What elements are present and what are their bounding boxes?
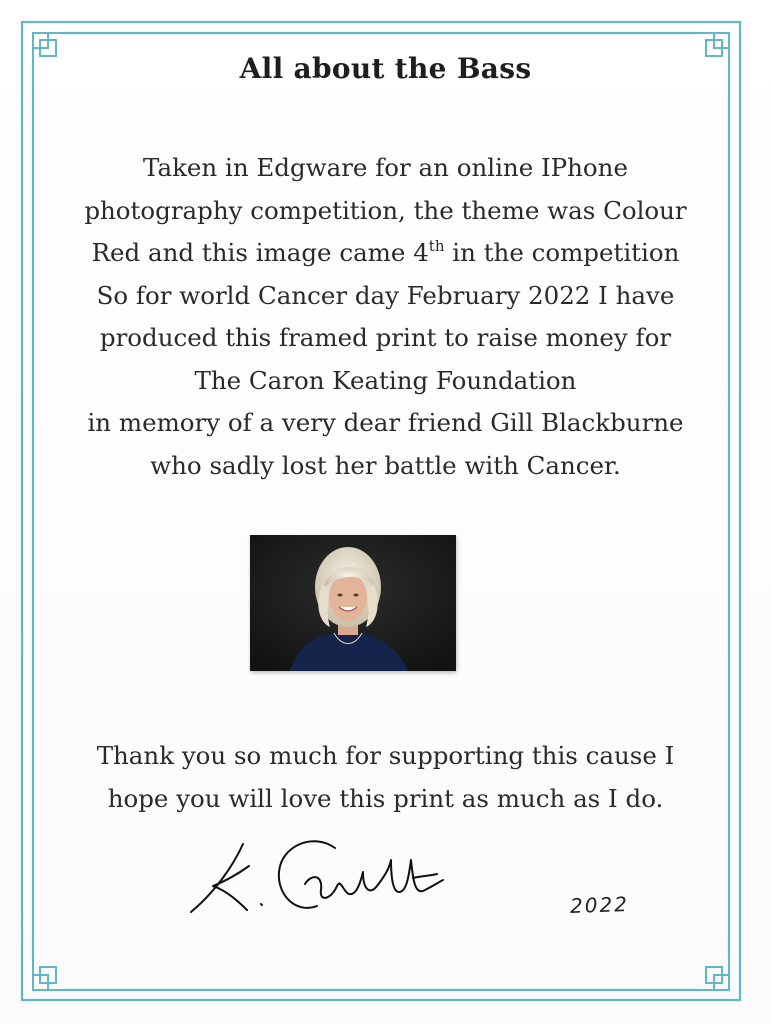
story-line-3 bbox=[40, 232, 731, 275]
thanks-line-2: hope you will love this print as much as I do. bbox=[107, 784, 664, 813]
story-line-7: in memory of a very dear friend Gill Blackburne bbox=[87, 408, 684, 437]
story-line-5: produced this framed print to raise money for bbox=[99, 323, 672, 352]
story-line-6: The Caron Keating Foundation bbox=[194, 365, 577, 395]
page-title: All about the Bass bbox=[239, 52, 532, 85]
story-line-3-end: in the competition bbox=[444, 238, 680, 267]
story-line-1: Taken in Edgware for an online IPhone bbox=[143, 153, 628, 182]
ordinal-suffix: th bbox=[428, 237, 445, 255]
signature-year: 2022 bbox=[569, 891, 630, 919]
thank-you-message bbox=[40, 734, 731, 820]
story-line-2: photography competition, the theme was Colour bbox=[84, 195, 687, 225]
story-line-8: who sadly lost her battle with Cancer. bbox=[150, 450, 621, 480]
story-paragraph bbox=[40, 147, 731, 487]
story-line-4: So for world Cancer day February 2022 I have bbox=[96, 280, 675, 310]
thanks-line-1: Thank you so much for supporting this cause I bbox=[96, 741, 675, 770]
story-line-3-start: Red and this image came 4 bbox=[91, 238, 429, 267]
handwritten-signature bbox=[185, 830, 465, 920]
portrait-photo bbox=[250, 535, 456, 671]
